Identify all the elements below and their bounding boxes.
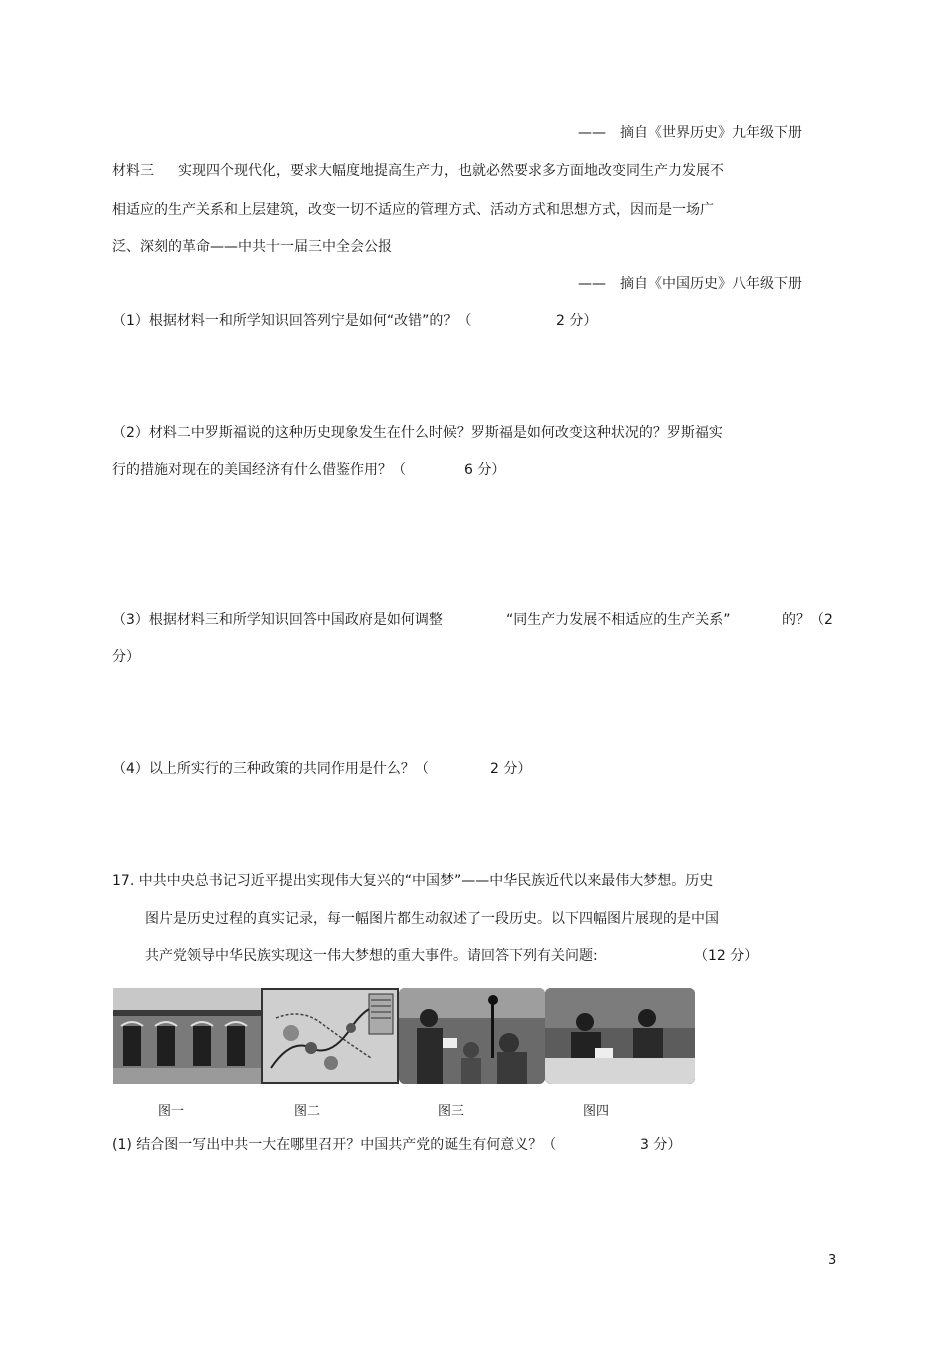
figure-2-map (261, 988, 399, 1084)
question-17-line-2: 图片是历史过程的真实记录，每一幅图片都生动叙述了一段历史。以下四幅图片展现的是中国 (145, 911, 719, 927)
question-1-score: 2 分） (556, 313, 598, 329)
source-citation-china-history: —— 摘自《中国历史》八年级下册 (578, 276, 802, 292)
question-2-score: 6 分） (464, 462, 506, 478)
question-1-text: （1）根据材料一和所学知识回答列宁是如何“改错”的？（ (112, 313, 472, 329)
material-three-line-2: 相适应的生产关系和上层建筑，改变一切不适应的管理方式、活动方式和思想方式，因而是一场广 (112, 202, 714, 218)
question-17-line-3: 共产党领导中华民族实现这一伟大梦想的重大事件。请回答下列有关问题: (145, 948, 598, 964)
figure-2-caption: 图二 (294, 1104, 321, 1119)
source-citation-world-history: —— 摘自《世界历史》九年级下册 (578, 125, 802, 141)
material-three-line-1: 实现四个现代化，要求大幅度地提高生产力，也就必然要求多方面地改变同生产力发展不 (178, 163, 724, 179)
figure-1-photo (113, 988, 261, 1084)
question-4-score: 2 分） (490, 761, 532, 777)
question-17-score: （12 分） (694, 948, 759, 964)
question-4-text: （4）以上所实行的三种政策的共同作用是什么？（ (112, 761, 429, 777)
question-2-line-1: （2）材料二中罗斯福说的这种历史现象发生在什么时候？罗斯福是如何改变这种状况的？罗斯福实 (112, 425, 723, 441)
figure-1-caption: 图一 (158, 1104, 185, 1119)
figure-4-photo (545, 988, 695, 1084)
material-three-label: 材料三 (112, 163, 154, 179)
material-three-line-3: 泛、深刻的革命——中共十一届三中全会公报 (112, 239, 392, 255)
figure-4-caption: 图四 (583, 1104, 610, 1119)
figure-3-caption: 图三 (438, 1104, 465, 1119)
sub-question-1-score: 3 分） (640, 1137, 682, 1153)
question-3-part-2: 的？（2 (782, 612, 833, 628)
page-number: 3 (828, 1253, 837, 1268)
question-3-line-2: 分） (112, 649, 140, 665)
sub-question-1-text: (1) 结合图一写出中共一大在哪里召开？中国共产党的诞生有何意义？（ (112, 1137, 557, 1153)
figure-3-photo (399, 988, 545, 1084)
question-2-line-2: 行的措施对现在的美国经济有什么借鉴作用？（ (112, 462, 406, 478)
question-3-quote: “同生产力发展不相适应的生产关系” (506, 612, 731, 628)
question-17-line-1: 17. 中共中央总书记习近平提出实现伟大复兴的“中国梦”——中华民族近代以来最伟大梦想。历史 (112, 873, 714, 889)
question-3-part-1: （3）根据材料三和所学知识回答中国政府是如何调整 (112, 612, 443, 628)
